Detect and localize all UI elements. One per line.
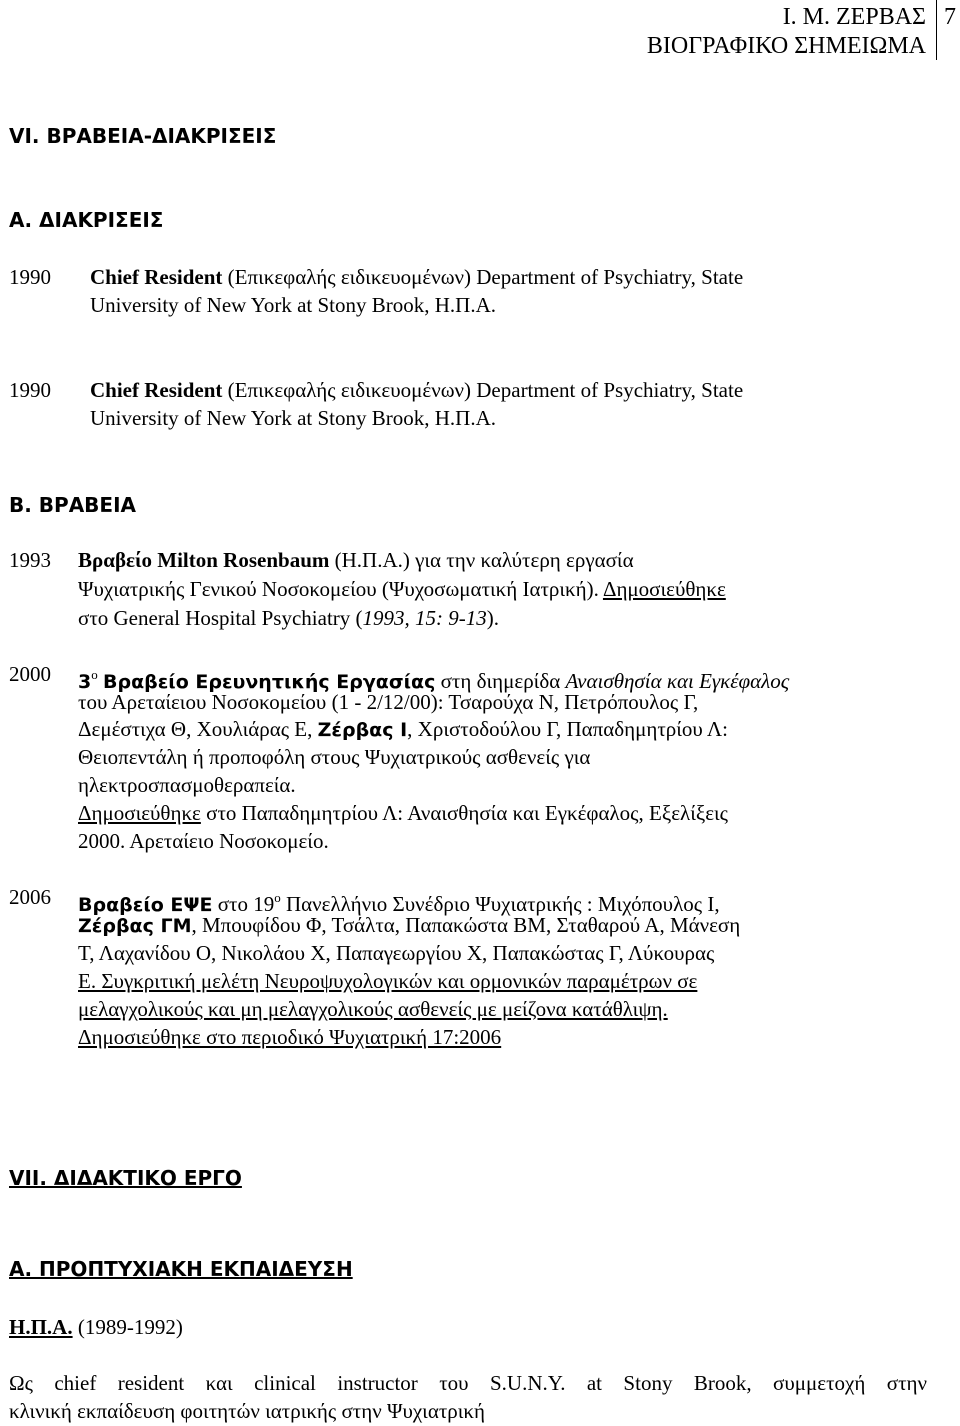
entry-text: (Επικεφαλής ειδικευομένων) Department of Psychiatry, State <box>222 378 744 402</box>
entry-line: στο General Hospital Psychiatry (1993, 15: 9-13). <box>78 606 500 630</box>
header-document-title: ΒΙΟΓΡΑΦΙΚΟ ΣΗΜΕΙΩΜΑ <box>646 33 926 59</box>
entry-text: (Επικεφαλής ειδικευομένων) Department of Psychiatry, State <box>222 265 744 289</box>
page-number: 7 <box>944 4 956 30</box>
entry-title: Chief Resident <box>90 265 223 289</box>
section-title-teaching: VII. ΔΙΔΑΚΤΙΚΟ ΕΡΓΟ <box>9 1166 242 1190</box>
teaching-paragraph-line: Ως chief resident και clinical instructor του S.U.N.Y. at Stony Brook, συμμετοχή στην <box>9 1371 927 1395</box>
entry-year: 1990 <box>9 378 51 402</box>
entry-line: Δημοσιεύθηκε στο Παπαδημητρίου Λ: Αναισθησία και Εγκέφαλος, Εξελίξεις <box>78 801 728 825</box>
entry-line: ηλεκτροσπασμοθεραπεία. <box>78 773 296 797</box>
entry-line: του Αρεταίειου Νοσοκομείου (1 - 2/12/00): Τσαρούχα Ν, Πετρόπουλος Γ, <box>78 690 699 714</box>
entry-line: Βραβείο Milton Rosenbaum (Η.Π.Α.) για την καλύτερη εργασία <box>78 548 634 572</box>
entry-line: Θειοπεντάλη ή προποφόλη στους Ψυχιατρικούς ασθενείς για <box>78 745 591 769</box>
entry-year: 1993 <box>9 548 51 572</box>
published-label: Δημοσιεύθηκε <box>78 801 201 825</box>
entry-line <box>90 264 743 291</box>
header-author: Ι. Μ. ΖΕΡΒΑΣ <box>782 4 926 30</box>
entry-line: Τ, Λαχανίδου Ο, Νικολάου Χ, Παπαγεωργίου Χ, Παπακώστας Γ, Λύκουρας <box>78 941 715 965</box>
published-label: Δημοσιεύθηκε <box>602 577 726 601</box>
entry-line: Ε. Συγκριτική μελέτη Νευροψυχολογικών και ορμονικών παραμέτρων σε <box>78 969 698 993</box>
country-label: Η.Π.Α. <box>9 1315 73 1339</box>
author-highlight: Ζέρβας ΓΜ <box>78 915 192 937</box>
teaching-period: Η.Π.Α. (1989-1992) <box>9 1315 183 1339</box>
header-divider <box>936 0 937 60</box>
entry-line: Ψυχιατρικής Γενικού Νοσοκομείου (Ψυχοσωματική Ιατρική). Δημοσιεύθηκε <box>78 577 726 601</box>
subsection-title-awards: Β. ΒΡΑΒΕΙΑ <box>9 493 137 517</box>
award-title: Βραβείο Milton Rosenbaum <box>78 548 330 572</box>
entry-title: Chief Resident <box>90 378 223 402</box>
author-highlight: Ζέρβας Ι <box>317 719 408 741</box>
section-title-awards: VI. ΒΡΑΒΕΙΑ-ΔΙΑΚΡΙΣΕΙΣ <box>9 124 277 148</box>
event-name: Αναισθησία και Εγκέφαλος <box>565 669 790 693</box>
subsection-title-distinctions: Α. ΔΙΑΚΡΙΣΕΙΣ <box>9 208 164 232</box>
teaching-paragraph-line: κλινική εκπαίδευση φοιτητών ιατρικής στην Ψυχιατρική <box>9 1399 485 1423</box>
entry-line: μελαγχολικούς και μη μελαγχολικούς ασθενείς με μείζονα κατάθλιψη. <box>78 997 668 1021</box>
citation: 1993, 15: 9-13 <box>362 606 487 630</box>
entry-line: Ζέρβας ΓΜ, Μπουφίδου Φ, Τσάλτα, Παπακώστα ΒΜ, Σταθαρού Α, Μάνεση <box>78 913 741 937</box>
award-title: Βραβείο ΕΨΕ <box>78 894 213 916</box>
entry-line: $3^o$ Βραβείο Ερευνητικής Εργασίας στη διημερίδα Αναισθησία και Εγκέφαλος <box>78 667 790 693</box>
subsection-title-undergraduate: Α. ΠΡΟΠΤΥΧΙΑΚΗ ΕΚΠΑΙΔΕΥΣΗ <box>9 1257 353 1281</box>
entry-line: Δημοσιεύθηκε στο περιοδικό Ψυχιατρική 17:2006 <box>78 1025 502 1049</box>
entry-line <box>90 377 743 404</box>
entry-line: University of New York at Stony Brook, Η.Π.Α. <box>90 293 496 317</box>
entry-year: 2000 <box>9 662 51 686</box>
entry-line: University of New York at Stony Brook, Η.Π.Α. <box>90 406 496 430</box>
entry-line: Βραβείο ΕΨΕ στο $19^o$ Πανελλήνιο Συνέδριο Ψυχιατρικής : Μιχόπουλος Ι, <box>78 890 720 916</box>
entry-line: Δεμέστιχα Θ, Χουλιάρας Ε, Ζέρβας Ι, Χριστοδούλου Γ, Παπαδημητρίου Λ: <box>78 717 728 741</box>
entry-year: 1990 <box>9 265 51 289</box>
award-title: Βραβείο Ερευνητικής Εργασίας <box>102 671 436 693</box>
entry-year: 2006 <box>9 885 51 909</box>
entry-line: 2000. Αρεταίειο Νοσοκομείο. <box>78 829 329 853</box>
